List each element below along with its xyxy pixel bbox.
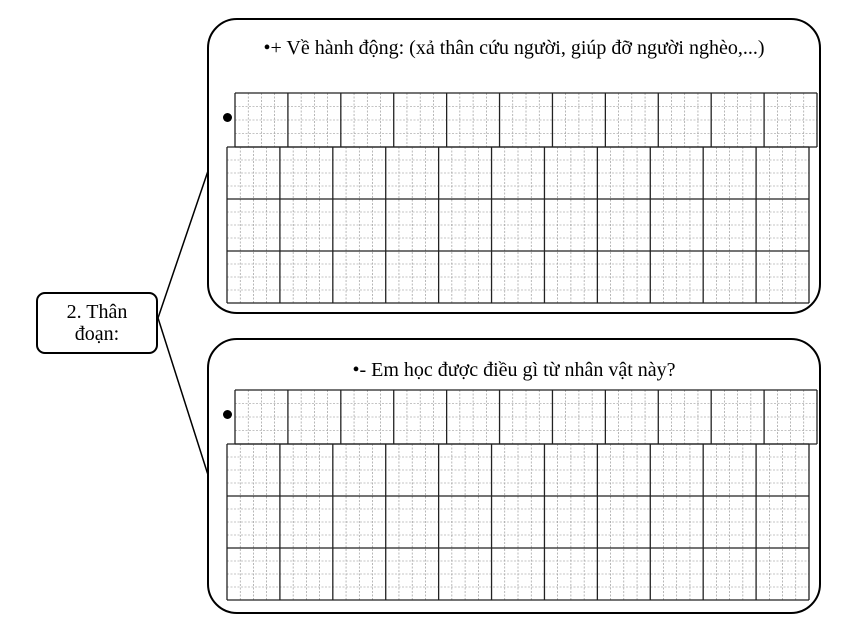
panel-actions-title: •+ Về hành động: (xả thân cứu người, giúp đỡ người nghèo,...) bbox=[263, 37, 765, 59]
branch-label-box bbox=[36, 292, 158, 354]
panel-lesson bbox=[207, 338, 821, 614]
branch-label: 2. Thân đoạn: bbox=[66, 301, 128, 345]
panel-lesson-title: •- Em học được điều gì từ nhân vật này? bbox=[352, 359, 676, 381]
writing-grid-actions[interactable] bbox=[227, 92, 821, 304]
writing-grid-lesson[interactable] bbox=[227, 389, 821, 601]
panel-actions bbox=[207, 18, 821, 314]
